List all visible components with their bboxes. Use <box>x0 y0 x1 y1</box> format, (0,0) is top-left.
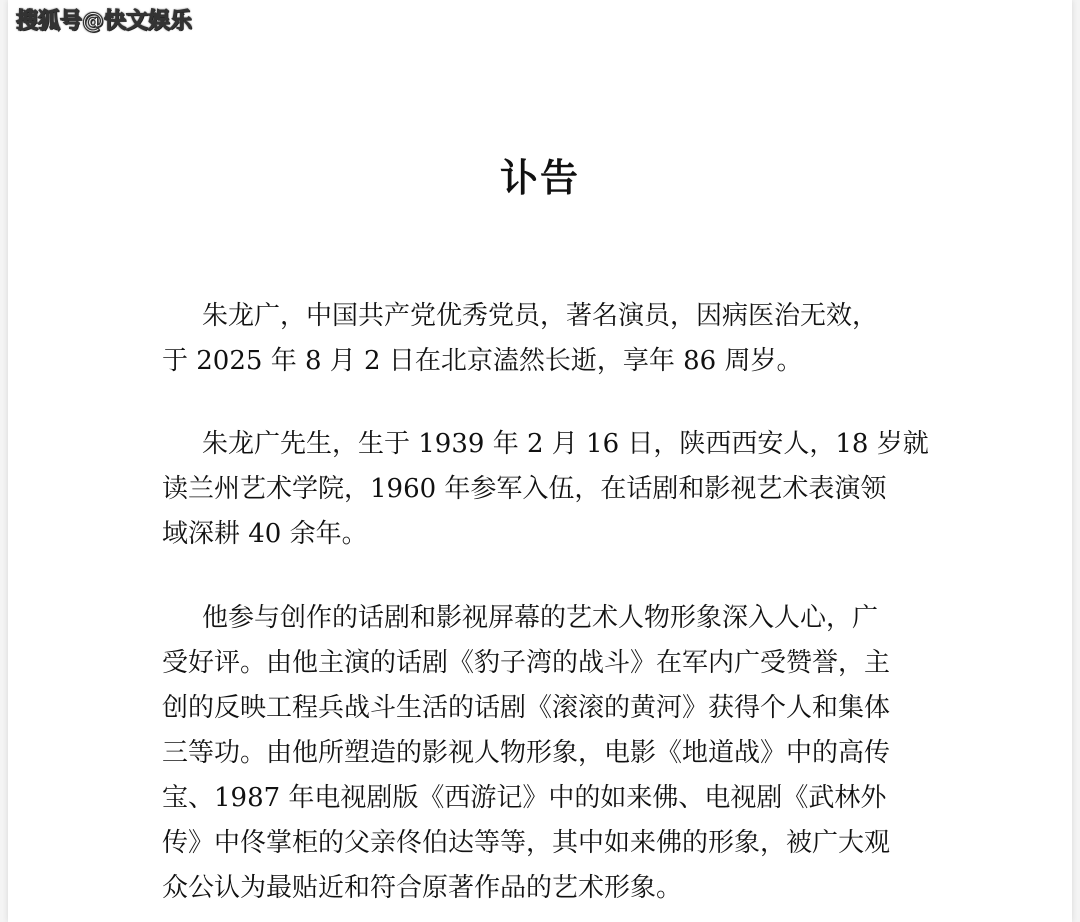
paragraph-line: 受好评。由他主演的话剧《豹子湾的战斗》在军内广受赞誉，主 <box>162 648 891 678</box>
paragraph-line: 于 2025 年 8 月 2 日在北京溘然长逝，享年 86 周岁。 <box>162 346 803 376</box>
paragraph-line: 传》中佟掌柜的父亲佟伯达等等，其中如来佛的形象，被广大观 <box>162 828 891 858</box>
paragraph-line: 他参与创作的话剧和影视屏幕的艺术人物形象深入人心，广 <box>202 603 879 633</box>
paragraph-2 <box>162 422 929 557</box>
page-title: 讣告 <box>499 156 580 200</box>
paragraph-line: 众公认为最贴近和符合原著作品的艺术形象。 <box>162 873 683 903</box>
watermark: 搜狐号@快文娱乐 <box>16 9 193 34</box>
paragraph-line: 宝、1987 年电视剧版《西游记》中的如来佛、电视剧《武林外 <box>162 783 887 813</box>
paragraph-line: 读兰州艺术学院，1960 年参军入伍，在话剧和影视艺术表演领 <box>162 474 887 504</box>
paragraph-line: 朱龙广先生，生于 1939 年 2 月 16 日，陕西西安人，18 岁就 <box>202 429 929 459</box>
paragraph-1 <box>162 294 922 384</box>
paragraph-line: 朱龙广，中国共产党优秀党员，著名演员，因病医治无效， <box>202 301 879 331</box>
paragraph-line: 域深耕 40 余年。 <box>162 519 368 549</box>
paragraph-3 <box>162 596 922 911</box>
paragraph-line: 创的反映工程兵战斗生活的话剧《滚滚的黄河》获得个人和集体 <box>162 693 891 723</box>
paragraph-line: 三等功。由他所塑造的影视人物形象，电影《地道战》中的高传 <box>162 738 891 768</box>
